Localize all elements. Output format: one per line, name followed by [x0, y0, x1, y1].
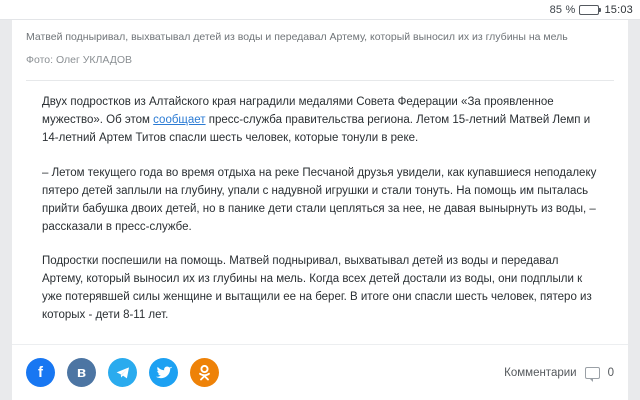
- photo-caption: Матвей подныривал, выхватывал детей из воды и передавал Артему, который выносил их из глубины на мель: [26, 31, 568, 43]
- article-paragraph-1: [42, 93, 598, 147]
- twitter-share-icon[interactable]: [149, 358, 178, 387]
- telegram-paper-plane-icon: [115, 365, 131, 381]
- facebook-glyph: f: [38, 364, 43, 381]
- comment-bubble-icon: [585, 367, 600, 379]
- vk-share-icon[interactable]: [67, 358, 96, 387]
- photo-caption-block: [12, 20, 628, 67]
- telegram-share-icon[interactable]: [108, 358, 137, 387]
- battery-percent-label: 85 %: [549, 3, 576, 16]
- paragraph-1-text-before: Двух подростков из Алтайского края наградили медалями Совета Федерации «За проявленное мужество». Об этом: [42, 96, 554, 126]
- page-scroll-area[interactable]: [0, 20, 640, 400]
- twitter-bird-icon: [156, 366, 172, 380]
- comments-count: 0: [607, 366, 614, 379]
- article-sheet: [12, 20, 628, 400]
- facebook-share-icon[interactable]: [26, 358, 55, 387]
- comments-label: Комментарии: [504, 366, 577, 379]
- article-body: [12, 81, 628, 389]
- status-bar: [0, 0, 640, 20]
- paragraph-1-text-after: пресс-служба правительства региона. Летом 15-летний Матвей Лемп и 14-летний Артем Титов спасли шесть человек, которые тонули в реке.: [42, 114, 591, 144]
- soobschaet-link[interactable]: сообщает: [153, 114, 206, 126]
- photo-credit: Фото: Олег УКЛАДОВ: [26, 54, 133, 66]
- share-bar: [12, 344, 628, 400]
- clock-label: 15:03: [604, 3, 633, 16]
- odnoklassniki-share-icon[interactable]: [190, 358, 219, 387]
- ok-figure-icon: [198, 365, 211, 381]
- article-paragraph-2: – Летом текущего года во время отдыха на реке Песчаной друзья увидели, как купавшиеся неподалеку пятеро детей заплыли на глубину, упали с надувной игрушки и стали тонуть. На помощь им пыталась прийти бабушка двоих детей, но в панике дети стали цепляться за нее, не давая вынырнуть из воды, – рассказали в пресс-службе.: [42, 167, 597, 233]
- battery-icon: [579, 5, 599, 15]
- social-buttons: [26, 358, 219, 387]
- vk-glyph: в: [76, 364, 87, 381]
- comments-block[interactable]: [504, 367, 614, 379]
- article-paragraph-3: Подростки поспешили на помощь. Матвей подныривал, выхватывал детей из воды и передавал Артему, который выносил их из глубины на мель. Когда всех детей достали из воды, они подплыли к уже потерявшей силы женщине и вытащили ее на берег. В итоге они спасли шесть человек, пятеро из которых - дети 8-11 лет.: [42, 255, 592, 321]
